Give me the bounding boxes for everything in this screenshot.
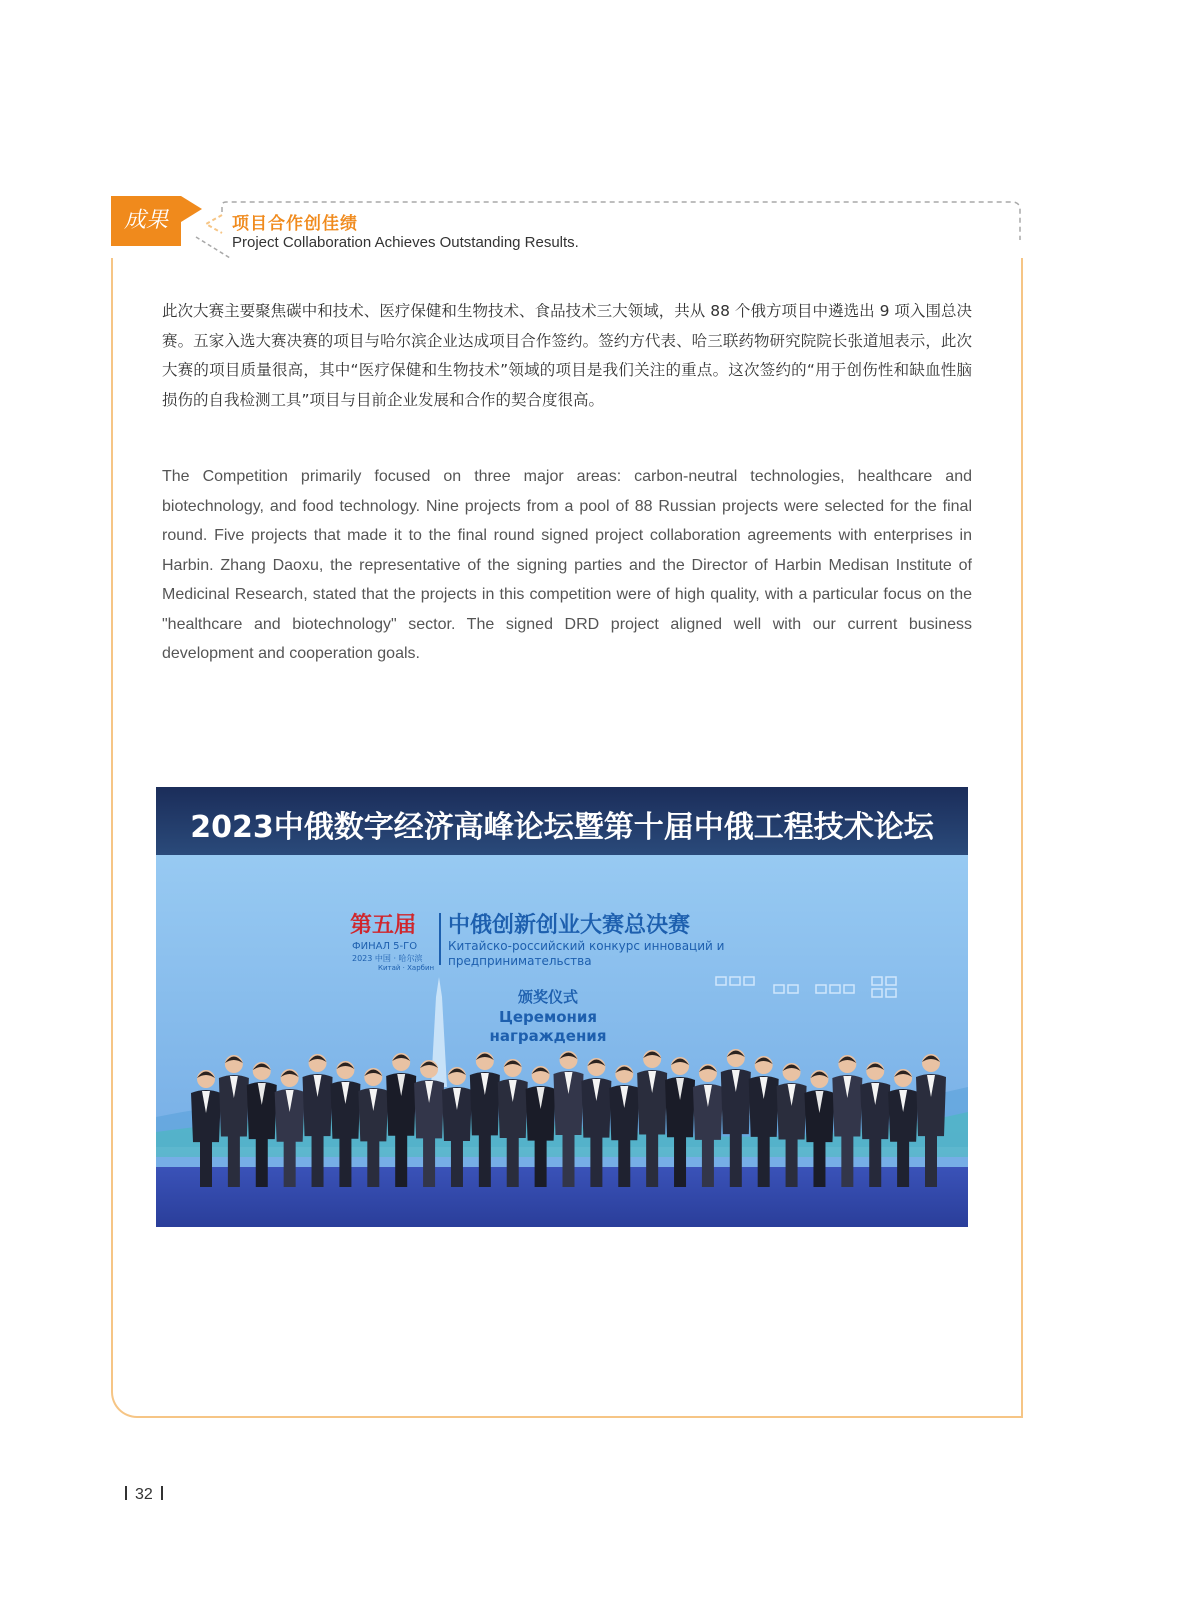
ceremony-cn: 颁奖仪式 <box>517 988 579 1006</box>
section-tag: 成果 <box>111 196 181 246</box>
place-ru: Китай · Харбин <box>378 964 435 972</box>
paragraph-chinese: 此次大赛主要聚焦碳中和技术、医疗保健和生物技术、食品技术三大领域，共从 88 个俄方项目中遴选出 9 项入围总决赛。五家入选大赛决赛的项目与哈尔滨企业达成项目合作签约。签约方代表、哈三联药物研究院院长张道旭表示，此次大赛的项目质量很高，其中“医疗保健和生物技术”领域的项目是我们关注的重点。这次签约的“用于创伤性和缺血性脑损伤的自我检测工具”项目与目前企业发展和合作的契合度很高。 <box>162 302 972 409</box>
banner-text: 2023中俄数字经济高峰论坛暨第十届中俄工程技术论坛 <box>190 810 934 845</box>
section-title-cn: 项目合作创佳绩 <box>232 214 358 234</box>
contest-title-cn: 中俄创新创业大赛总决赛 <box>448 913 691 938</box>
edition-ru: ФИНАЛ 5-ГО <box>352 941 418 952</box>
page-number: 32 <box>117 1486 171 1504</box>
header-dashed-frame <box>0 0 1178 270</box>
section-title-en: Project Collaboration Achieves Outstanding Results. <box>232 234 579 251</box>
contest-title-ru-1: Китайско-российский конкурс инноваций и <box>448 939 725 953</box>
ceremony-ru-1: Церемония <box>498 1008 598 1026</box>
contest-title-ru-2: предпринимательства <box>448 954 592 968</box>
award-ceremony-photo <box>156 787 968 1227</box>
paragraph-english: The Competition primarily focused on three major areas: carbon-neutral technologies, healthcare and biotechnology, and food technology. Nine projects from a pool of 88 Russian projects were selected for the final round. Five projects that made it to the final round signed project collaboration agreements with enterprises in Harbin. Zhang Daoxu, the representative of the signing parties and the Director of Harbin Medisan Institute of Medicinal Research, stated that the projects in this competition were of high quality, with a particular focus on the "healthcare and biotechnology" sector. The signed DRD project aligned well with our current business development and cooperation goals. <box>162 468 972 662</box>
edition-cn: 第五届 <box>350 913 417 938</box>
place-cn: 2023 中国 · 哈尔滨 <box>352 954 423 963</box>
ceremony-ru-2: награждения <box>489 1027 607 1045</box>
